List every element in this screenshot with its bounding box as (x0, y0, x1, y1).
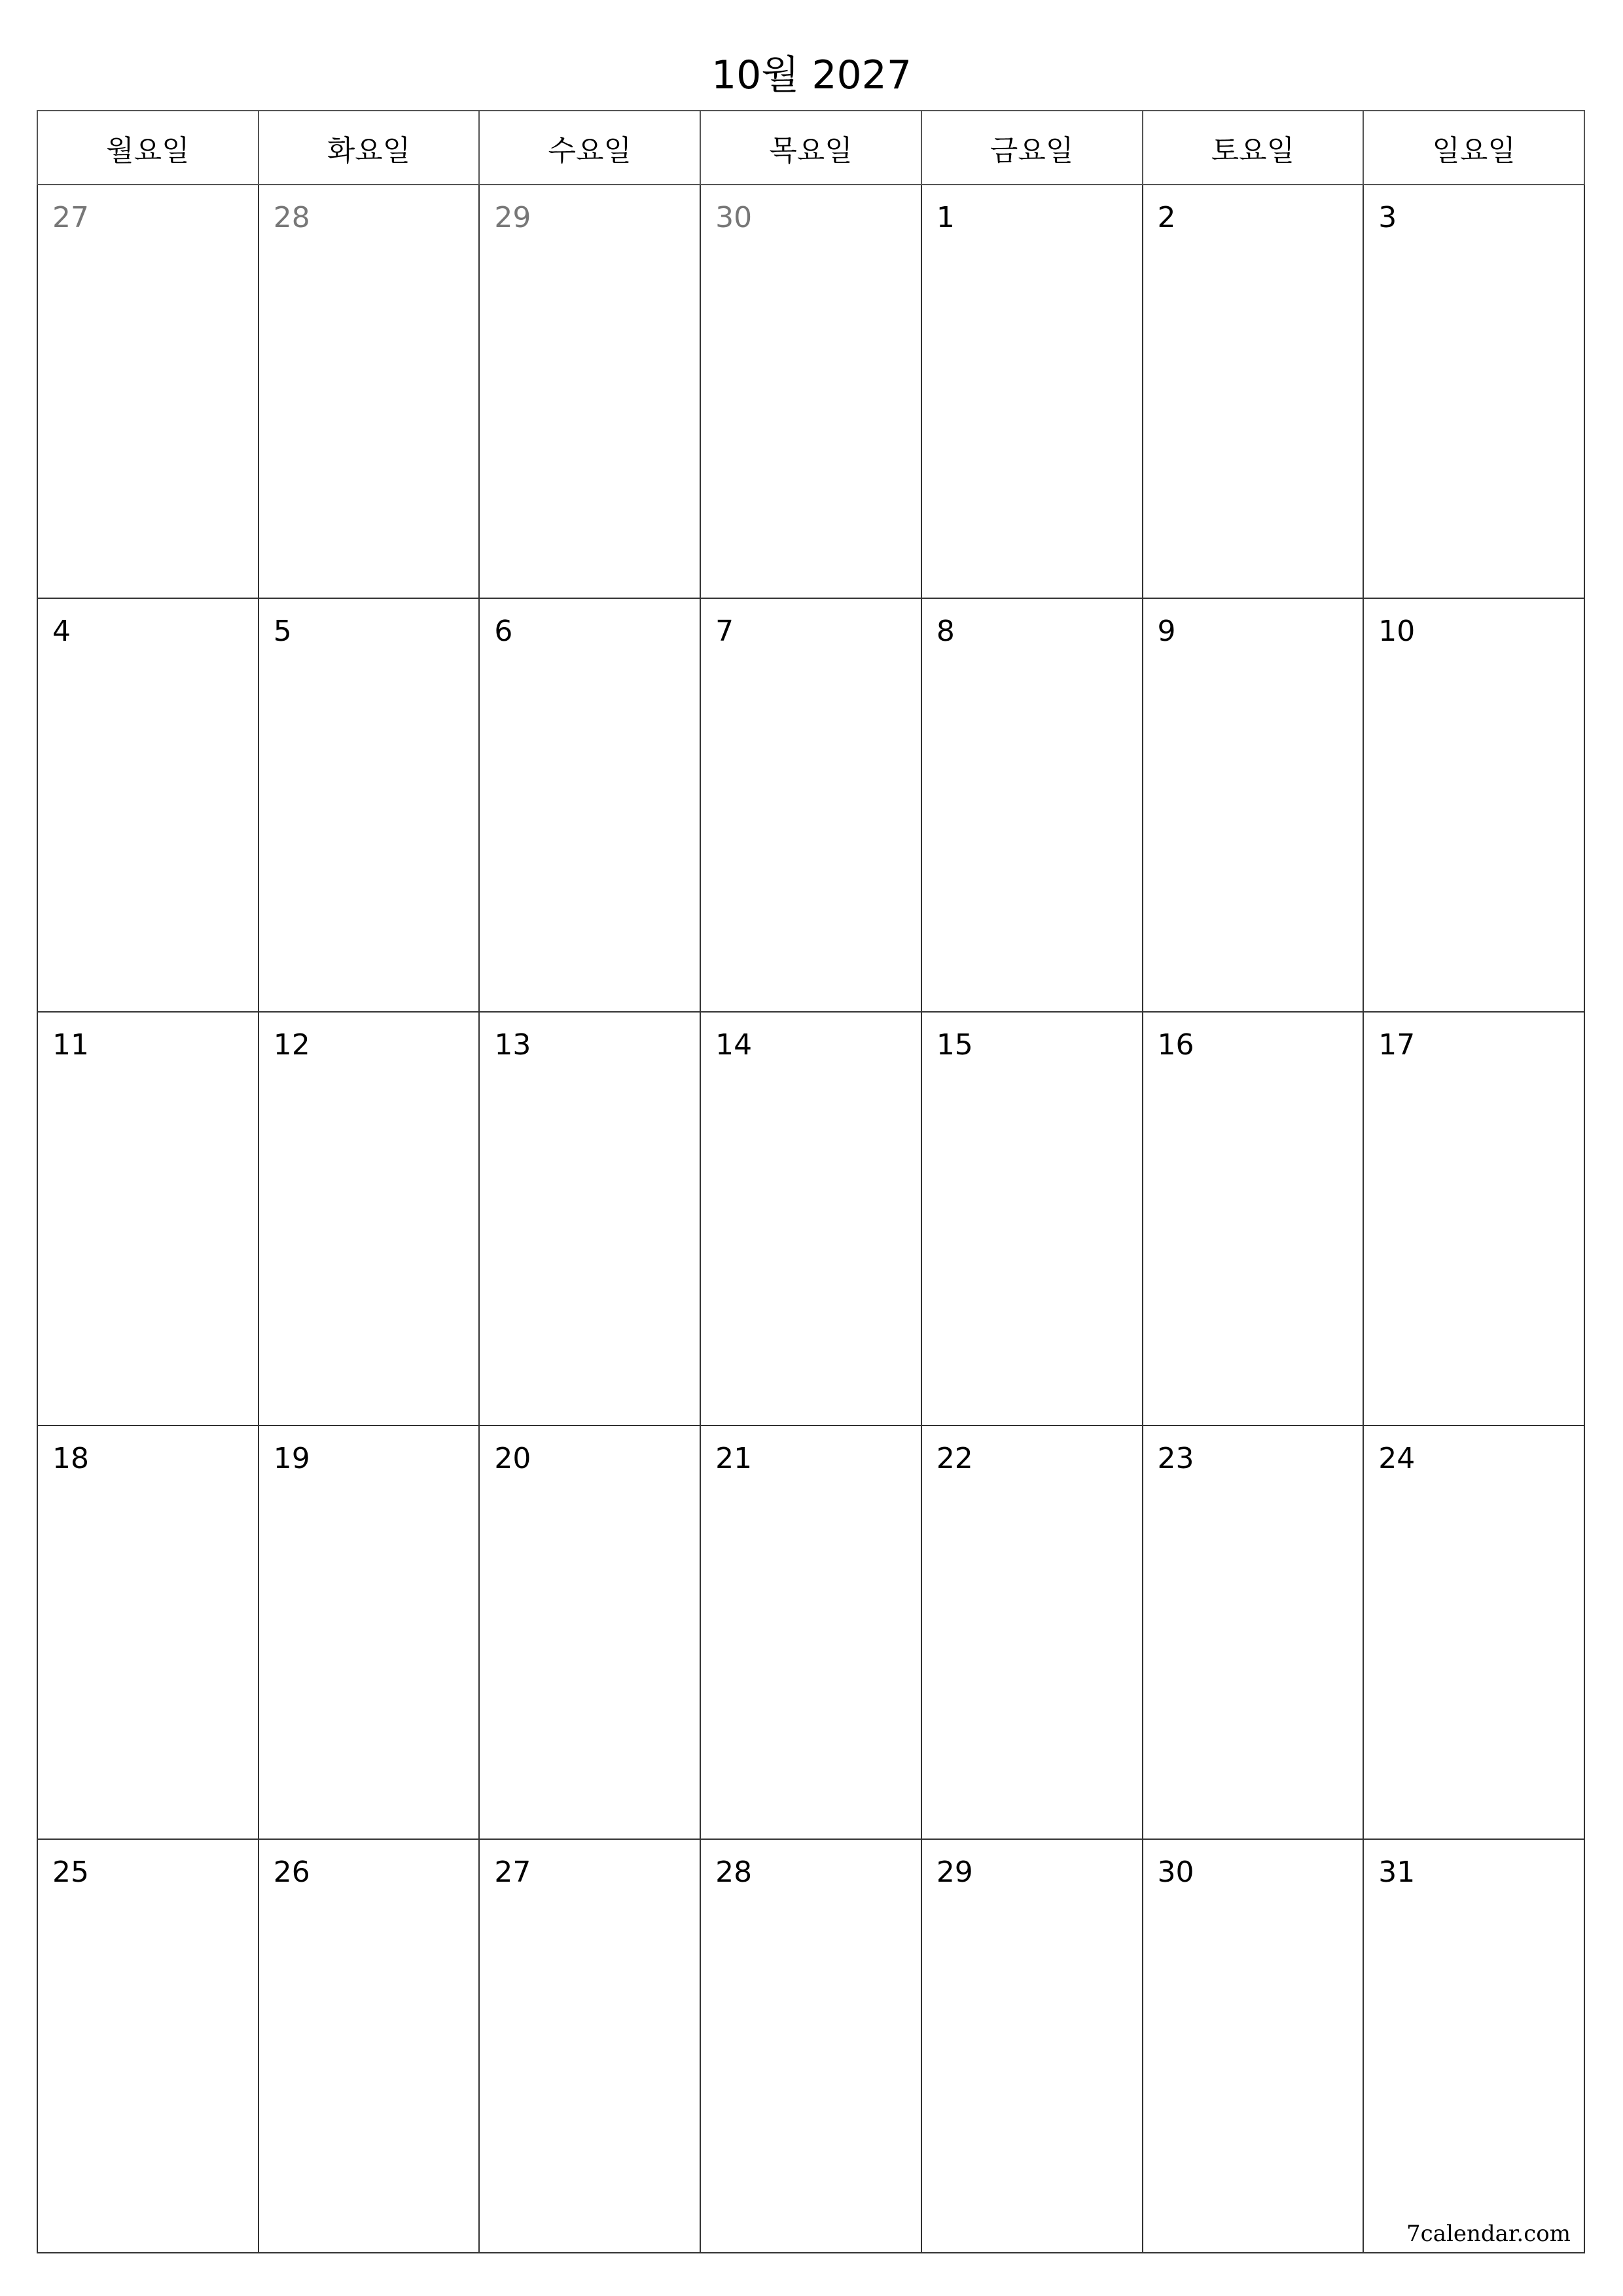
day-number: 2 (1157, 201, 1176, 234)
day-number: 14 (715, 1028, 753, 1062)
day-cell (1143, 185, 1364, 598)
day-cell (921, 185, 1143, 598)
day-number: 29 (936, 1856, 973, 1889)
day-cell (1363, 598, 1584, 1012)
weekday-header: 화요일 (259, 111, 480, 185)
day-number: 5 (273, 615, 292, 648)
day-cell (479, 1839, 700, 2253)
week-row (37, 185, 1584, 598)
day-cell (259, 598, 480, 1012)
day-number: 29 (494, 201, 531, 234)
day-cell (921, 598, 1143, 1012)
day-cell (479, 598, 700, 1012)
week-row (37, 1426, 1584, 1839)
day-cell (700, 1426, 921, 1839)
weekday-header: 목요일 (700, 111, 921, 185)
day-number: 9 (1157, 615, 1176, 648)
day-cell (1143, 1839, 1364, 2253)
week-row (37, 598, 1584, 1012)
day-number: 26 (273, 1856, 310, 1889)
day-number: 23 (1157, 1442, 1194, 1475)
day-number: 31 (1378, 1856, 1416, 1889)
day-cell (479, 185, 700, 598)
day-number: 22 (936, 1442, 973, 1475)
day-cell (1143, 1012, 1364, 1426)
day-cell (259, 1839, 480, 2253)
day-cell (1363, 1012, 1584, 1426)
calendar-grid (37, 110, 1585, 2253)
day-cell (479, 1012, 700, 1426)
day-cell (1363, 185, 1584, 598)
day-cell (1143, 598, 1364, 1012)
weekday-header: 일요일 (1363, 111, 1584, 185)
weekday-header: 토요일 (1143, 111, 1364, 185)
day-cell (1363, 1426, 1584, 1839)
day-number: 16 (1157, 1028, 1194, 1062)
day-number: 18 (52, 1442, 89, 1475)
day-cell (1363, 1839, 1584, 2253)
day-number: 13 (494, 1028, 531, 1062)
day-cell (1143, 1426, 1364, 1839)
day-cell (921, 1426, 1143, 1839)
day-number: 30 (715, 201, 753, 234)
day-number: 6 (494, 615, 513, 648)
day-cell (921, 1012, 1143, 1426)
day-number: 12 (273, 1028, 310, 1062)
week-row (37, 1012, 1584, 1426)
day-number: 28 (273, 201, 310, 234)
day-number: 15 (936, 1028, 973, 1062)
day-cell (700, 598, 921, 1012)
page-title: 10월 2027 (711, 52, 912, 98)
day-cell (37, 1426, 259, 1839)
day-cell (479, 1426, 700, 1839)
day-number: 30 (1157, 1856, 1194, 1889)
day-number: 19 (273, 1442, 310, 1475)
day-number: 21 (715, 1442, 753, 1475)
day-number: 28 (715, 1856, 753, 1889)
day-cell (37, 185, 259, 598)
weekday-header: 월요일 (37, 111, 259, 185)
day-number: 8 (936, 615, 955, 648)
day-cell (700, 1012, 921, 1426)
day-cell (259, 185, 480, 598)
day-number: 27 (52, 201, 89, 234)
day-cell (37, 1012, 259, 1426)
day-number: 25 (52, 1856, 89, 1889)
day-number: 20 (494, 1442, 531, 1475)
day-cell (37, 1839, 259, 2253)
day-number: 27 (494, 1856, 531, 1889)
day-cell (921, 1839, 1143, 2253)
watermark-text: 7calendar.com (1406, 2221, 1571, 2247)
day-number: 10 (1378, 615, 1416, 648)
day-cell (259, 1426, 480, 1839)
day-cell (700, 185, 921, 598)
day-number: 3 (1378, 201, 1397, 234)
day-cell (37, 598, 259, 1012)
day-number: 4 (52, 615, 71, 648)
day-cell (700, 1839, 921, 2253)
day-cell (259, 1012, 480, 1426)
day-number: 7 (715, 615, 734, 648)
weekday-header-row (37, 111, 1584, 185)
day-number: 24 (1378, 1442, 1416, 1475)
day-number: 11 (52, 1028, 89, 1062)
weekday-header: 수요일 (479, 111, 700, 185)
day-number: 1 (936, 201, 955, 234)
weekday-header: 금요일 (921, 111, 1143, 185)
week-row (37, 1839, 1584, 2253)
day-number: 17 (1378, 1028, 1416, 1062)
